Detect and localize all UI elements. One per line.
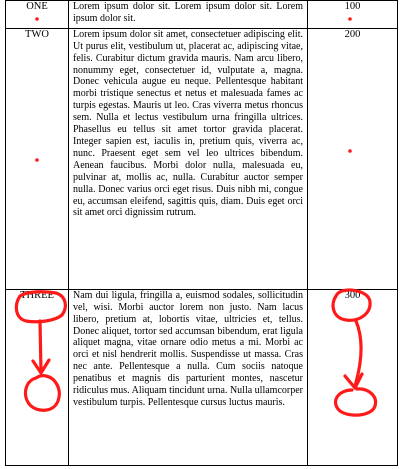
row-value: 200 [344,28,361,40]
label-cell [6,1,69,29]
text-cell [69,1,308,29]
data-table [5,0,398,466]
row-text: Lorem ipsum dolor sit amet, consectetuer adipiscing elit. Ut purus elit, vestibulum ut, placerat ac, adipiscing vitae, felis. Curabitur dictum gravida mauris. Nam arcu libero, nonummy eget, consectetuer id, vulputate a, magna. Donec vehicula augue eu neque. Pellentesque habitant morbi tristique senectus et netus et malesuada fames ac turpis egestas. Mauris ut leo. Cras viverra metus rhoncus sem. Nulla et lectus vestibulum urna fringilla ultrices. Phasellus eu tellus sit amet tortor gravida placerat. Integer sapien est, iaculis in, pretium quis, viverra ac, nunc. Praesent eget sem vel leo ultrices bibendum. Aenean faucibus. Morbi dolor nulla, malesuada eu, pulvinar at, mollis ac, nulla. Curabitur auctor semper nulla. Donec varius orci eget risus. Duis nibh mi, congue eu, accumsan eleifend, sagittis quis, diam. Duis eget orci sit amet orci dignissim rutrum. [73,28,303,219]
row-label: TWO [25,28,49,40]
text-cell [69,28,308,289]
text-cell [69,289,308,465]
label-cell [6,289,69,465]
row-label: ONE [26,1,48,12]
row-text: Nam dui ligula, fringilla a, euismod sodales, sollicitudin vel, wisi. Morbi auctor lorem non justo. Nam lacus libero, pretium at, lobortis vitae, ultricies et, tellus. Donec aliquet, tortor sed accumsan bibendum, erat ligula aliquet magna, vitae ornare odio metus a mi. Morbi ac orci et nisl hendrerit mollis. Suspendisse ut massa. Cras nec ante. Pellentesque a nulla. Cum sociis natoque penatibus et magnis dis parturient montes, nascetur ridiculus mus. Aliquam tincidunt urna. Nulla ullamcorper vestibulum turpis. Pellentesque cursus luctus mauris. [73,289,303,408]
value-cell [308,289,398,465]
row-value: 100 [344,1,361,12]
row-text: Lorem ipsum dolor sit. Lorem ipsum dolor sit. Lorem ipsum dolor sit. [73,1,303,24]
row-label: THREE [20,289,54,301]
table-row [6,1,398,29]
table-row [6,289,398,465]
row-value: 300 [344,289,361,301]
table-row [6,28,398,289]
value-cell [308,1,398,29]
label-cell [6,28,69,289]
value-cell [308,28,398,289]
